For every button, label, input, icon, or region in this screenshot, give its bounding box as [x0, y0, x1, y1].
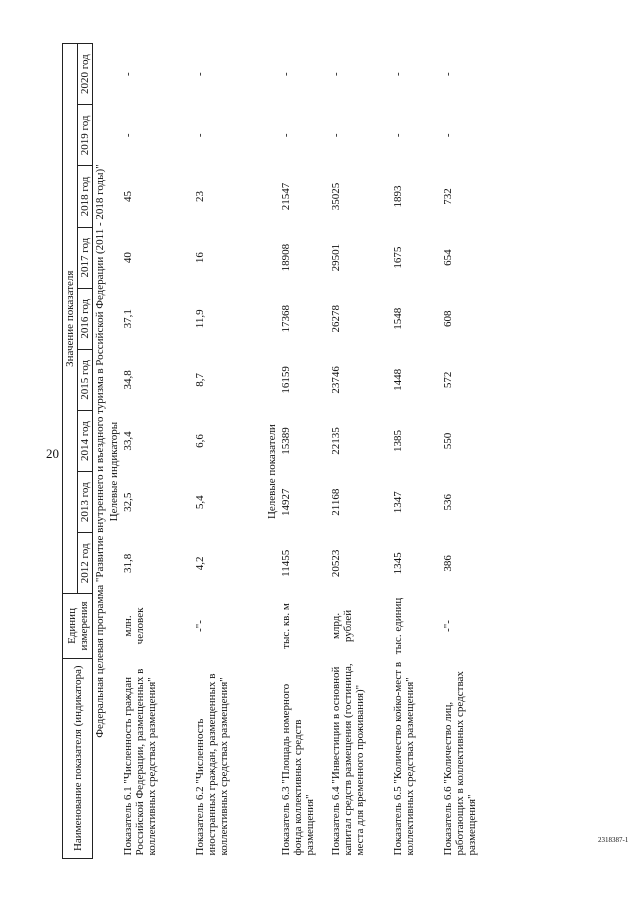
indicator-name: Показатель 6.4 "Инвестиции в основной капитал средств размещения (гостиница, места для временного проживания)": [330, 663, 366, 856]
header-unit: Единиц измерения: [63, 594, 93, 658]
value-cell: -: [122, 72, 134, 76]
value-cell: 34,8: [122, 370, 134, 390]
header-year: 2019 год: [78, 105, 93, 166]
document-code: 2318387-1: [598, 836, 629, 844]
section-title: Целевые индикаторы: [108, 421, 120, 522]
table-row: [391, 44, 441, 859]
value-cell: 6,6: [194, 434, 206, 448]
value-cell: 31,8: [122, 553, 134, 573]
indicator-unit: тыс. единиц: [392, 597, 404, 655]
value-cell: 14927: [280, 488, 292, 516]
indicator-unit: -"-: [194, 620, 206, 632]
header-year: 2016 год: [78, 288, 93, 349]
header-indicator-name: Наименование показателя (индикатора): [63, 658, 93, 858]
value-cell: 20523: [330, 549, 342, 578]
value-cell: 1548: [392, 307, 404, 330]
value-cell: 1893: [392, 185, 404, 208]
value-cell: 33,4: [122, 431, 134, 451]
value-cell: 23: [194, 190, 206, 202]
value-cell: 23746: [330, 366, 342, 394]
value-cell: 536: [442, 493, 454, 511]
value-cell: 22135: [330, 427, 342, 455]
page-number: 20: [46, 446, 59, 461]
value-cell: 17368: [280, 305, 292, 333]
indicator-unit: -"-: [442, 620, 454, 632]
indicator-name: Показатель 6.3 "Площадь номерного фонда коллективных средств размещения": [280, 683, 316, 856]
value-cell: 572: [442, 371, 454, 389]
value-cell: 21547: [280, 182, 292, 211]
value-cell: -: [442, 72, 454, 76]
value-cell: 26278: [330, 305, 342, 333]
section-title: Целевые показатели: [266, 424, 278, 520]
value-cell: 16: [194, 252, 206, 264]
value-cell: -: [442, 133, 454, 138]
value-cell: 1345: [392, 552, 404, 575]
value-cell: 654: [442, 249, 454, 266]
value-cell: -: [330, 72, 342, 76]
header-year: 2018 год: [78, 166, 93, 227]
value-cell: 4,2: [194, 556, 206, 571]
value-cell: 37,1: [122, 309, 134, 329]
value-cell: -: [122, 133, 134, 138]
value-cell: 11455: [280, 549, 292, 577]
value-cell: -: [280, 72, 292, 76]
value-cell: 1675: [392, 246, 404, 269]
indicator-unit: тыс. кв. м: [280, 603, 292, 649]
value-cell: -: [280, 133, 292, 138]
value-cell: 35025: [330, 182, 342, 211]
header-year: 2020 год: [78, 44, 93, 105]
value-cell: 1448: [392, 368, 404, 391]
indicator-table: [62, 43, 491, 859]
value-cell: 40: [122, 252, 134, 264]
table-row: [441, 44, 491, 859]
value-cell: 32,5: [122, 492, 134, 512]
indicator-unit: млрд. рублей: [330, 609, 354, 643]
value-cell: -: [194, 133, 206, 138]
indicator-name: Показатель 6.1 "Численность граждан Российской Федерации, размещенных в коллективных средствах размещения": [122, 668, 158, 856]
value-cell: 15389: [280, 427, 292, 455]
program-title: Федеральная целевая программа "Развитие внутреннего и въездного туризма в Российской Федерации (2011 - 2018 годы)": [94, 164, 106, 738]
value-cell: -: [392, 72, 404, 76]
header-year: 2012 год: [78, 533, 93, 594]
header-value-group: Значение показателя: [63, 44, 78, 594]
indicator-name: Показатель 6.6 "Количество лиц, работающих в коллективных средствах размещения": [442, 671, 478, 856]
indicator-name: Показатель 6.2 "Численность иностранных граждан, размещенных в коллективных средствах размещения": [194, 673, 230, 856]
value-cell: 732: [442, 188, 454, 205]
value-cell: -: [194, 72, 206, 76]
value-cell: 21168: [330, 488, 342, 516]
value-cell: 386: [442, 555, 454, 572]
header-year: 2014 год: [78, 410, 93, 471]
table-row: [121, 44, 193, 859]
value-cell: -: [392, 133, 404, 138]
value-cell: 1347: [392, 491, 404, 514]
value-cell: 608: [442, 310, 454, 328]
table-row: [193, 44, 265, 859]
value-cell: 29501: [330, 243, 342, 272]
value-cell: 550: [442, 432, 454, 450]
value-cell: 45: [122, 190, 134, 202]
header-year: 2013 год: [78, 472, 93, 533]
indicator-unit: млн. человек: [122, 607, 146, 645]
value-cell: 8,7: [194, 373, 206, 387]
table-row: [279, 44, 329, 859]
table-row: [329, 44, 391, 859]
value-cell: 1385: [392, 430, 404, 453]
header-year: 2015 год: [78, 349, 93, 410]
value-cell: -: [330, 133, 342, 138]
indicator-name: Показатель 6.5 "Количество койко-мест в коллективных средствах размещения": [392, 661, 416, 856]
rotated-table-region: [62, 43, 532, 859]
value-cell: 18908: [280, 243, 292, 272]
value-cell: 5,4: [194, 495, 206, 510]
value-cell: 16159: [280, 366, 292, 394]
header-year: 2017 год: [78, 227, 93, 288]
value-cell: 11,9: [194, 309, 206, 329]
